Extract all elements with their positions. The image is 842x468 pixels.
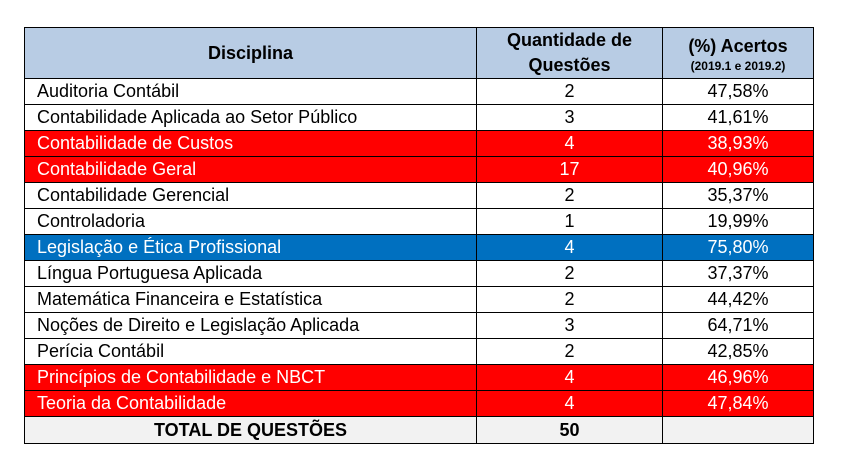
quantidade-cell: 1 (477, 209, 663, 235)
table-row (25, 183, 814, 209)
table-row (25, 339, 814, 365)
total-quantidade: 50 (477, 417, 663, 444)
header-quantidade (477, 28, 663, 79)
disciplina-cell: Legislação e Ética Profissional (25, 235, 477, 261)
quantidade-cell: 3 (477, 313, 663, 339)
disciplina-cell: Teoria da Contabilidade (25, 391, 477, 417)
table-row (25, 313, 814, 339)
quantidade-cell: 4 (477, 365, 663, 391)
header-acertos (663, 28, 814, 79)
acertos-cell: 37,37% (663, 261, 814, 287)
acertos-cell: 42,85% (663, 339, 814, 365)
disciplina-cell: Contabilidade de Custos (25, 131, 477, 157)
disciplina-cell: Auditoria Contábil (25, 79, 477, 105)
disciplina-cell: Controladoria (25, 209, 477, 235)
table-row (25, 365, 814, 391)
quantidade-cell: 2 (477, 339, 663, 365)
quantidade-cell: 2 (477, 261, 663, 287)
disciplina-cell: Contabilidade Geral (25, 157, 477, 183)
acertos-cell: 64,71% (663, 313, 814, 339)
acertos-cell: 46,96% (663, 365, 814, 391)
total-acertos (663, 417, 814, 444)
acertos-cell: 44,42% (663, 287, 814, 313)
disciplina-cell: Contabilidade Aplicada ao Setor Público (25, 105, 477, 131)
table-row (25, 235, 814, 261)
header-quantidade-line1: Quantidade de (506, 30, 632, 50)
quantidade-cell: 3 (477, 105, 663, 131)
table-row (25, 287, 814, 313)
acertos-cell: 40,96% (663, 157, 814, 183)
acertos-cell: 75,80% (663, 235, 814, 261)
acertos-cell: 47,58% (663, 79, 814, 105)
quantidade-cell: 4 (477, 131, 663, 157)
quantidade-cell: 2 (477, 287, 663, 313)
quantidade-cell: 17 (477, 157, 663, 183)
acertos-cell: 19,99% (663, 209, 814, 235)
header-acertos-title: (%) Acertos (688, 35, 788, 56)
questions-table (24, 27, 814, 444)
acertos-cell: 41,61% (663, 105, 814, 131)
acertos-cell: 38,93% (663, 131, 814, 157)
table-row (25, 79, 814, 105)
quantidade-cell: 2 (477, 79, 663, 105)
table-body (25, 79, 814, 444)
header-row (25, 28, 814, 79)
quantidade-cell: 2 (477, 183, 663, 209)
disciplina-cell: Perícia Contábil (25, 339, 477, 365)
total-row (25, 417, 814, 444)
disciplina-cell: Contabilidade Gerencial (25, 183, 477, 209)
table-row (25, 261, 814, 287)
disciplina-cell: Matemática Financeira e Estatística (25, 287, 477, 313)
acertos-cell: 35,37% (663, 183, 814, 209)
header-acertos-period: (2019.1 e 2019.2) (690, 58, 786, 73)
disciplina-cell: Princípios de Contabilidade e NBCT (25, 365, 477, 391)
table-row (25, 157, 814, 183)
table-row (25, 105, 814, 131)
table-row (25, 209, 814, 235)
acertos-cell: 47,84% (663, 391, 814, 417)
total-label: TOTAL DE QUESTÕES (25, 417, 477, 444)
quantidade-cell: 4 (477, 391, 663, 417)
disciplina-cell: Língua Portuguesa Aplicada (25, 261, 477, 287)
header-disciplina: Disciplina (25, 28, 477, 79)
header-quantidade-line2: Questões (528, 55, 611, 75)
disciplina-cell: Noções de Direito e Legislação Aplicada (25, 313, 477, 339)
quantidade-cell: 4 (477, 235, 663, 261)
table-row (25, 391, 814, 417)
table-row (25, 131, 814, 157)
